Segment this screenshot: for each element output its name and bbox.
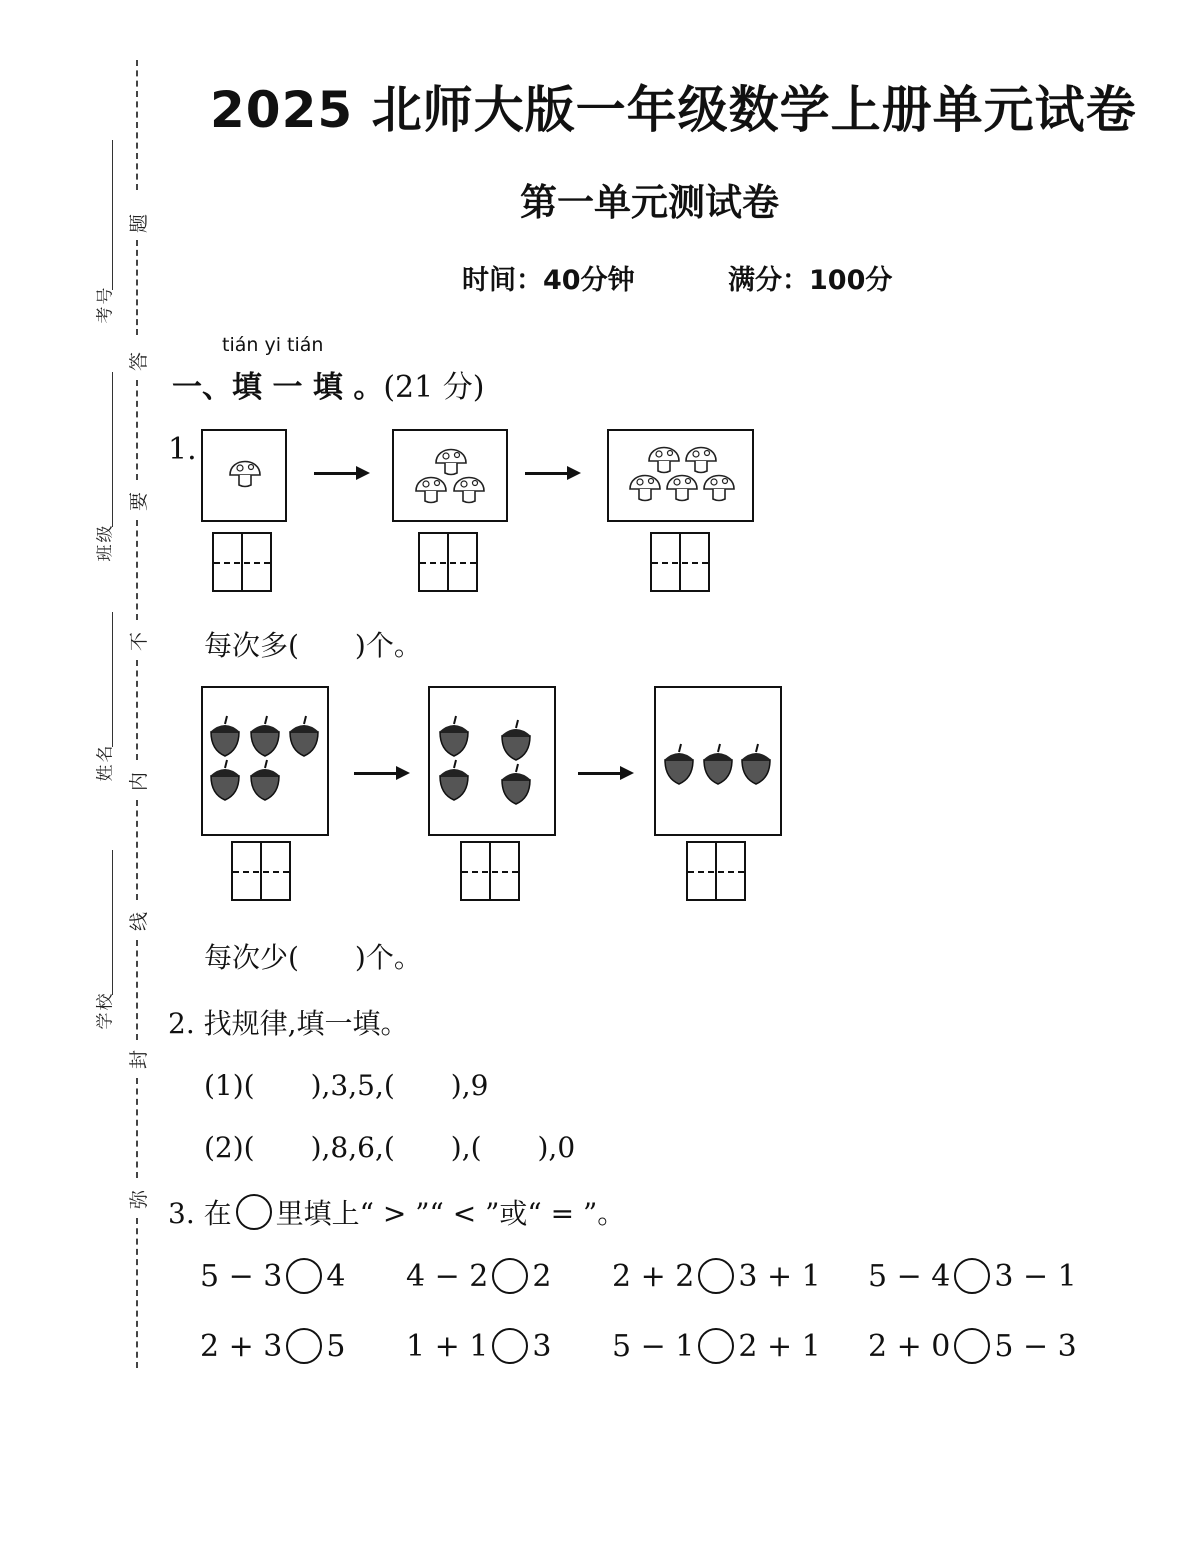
comparison-left: 2 + 3 — [200, 1328, 283, 1364]
section-heading — [172, 362, 484, 406]
comparison-item — [612, 1328, 821, 1364]
question-3-title — [168, 1192, 625, 1232]
more-each-time-sentence[interactable]: 每次多( )个。 — [204, 629, 422, 662]
question-3-prefix: 3. 在 — [168, 1197, 232, 1230]
comparison-right: 2 — [532, 1258, 552, 1294]
acorn-icon — [501, 720, 531, 760]
seal-dash-line — [136, 1218, 138, 1368]
mushroom-box — [392, 429, 508, 522]
acorn-icon — [250, 760, 280, 800]
mushroom-group — [394, 431, 506, 520]
answer-grid-box[interactable] — [212, 532, 272, 592]
acorn-box — [428, 686, 556, 836]
school-underline — [112, 850, 113, 995]
answer-grid-box[interactable] — [418, 532, 478, 592]
comparison-left: 5 − 1 — [612, 1328, 695, 1364]
mushroom-group — [203, 431, 285, 520]
mushroom-icon — [454, 478, 484, 503]
arrow-right-icon — [578, 772, 630, 775]
comparison-circle[interactable] — [286, 1258, 322, 1294]
comparison-item — [868, 1258, 1077, 1294]
acorn-icon — [703, 744, 733, 784]
comparison-right: 3 − 1 — [994, 1258, 1077, 1294]
comparison-right: 3 — [532, 1328, 552, 1364]
comparison-item — [200, 1328, 345, 1364]
acorn-group — [656, 688, 780, 834]
seal-dash-line — [136, 940, 138, 1040]
seal-dash-line — [136, 240, 138, 335]
acorn-icon — [439, 760, 469, 800]
comparison-circle[interactable] — [954, 1328, 990, 1364]
seal-dash-line — [136, 800, 138, 900]
comparison-item — [406, 1258, 551, 1294]
full-score: 满分：100分 — [728, 265, 893, 296]
name-label: 姓名 — [95, 743, 116, 782]
comparison-right: 5 — [326, 1328, 346, 1364]
comparison-circle[interactable] — [698, 1328, 734, 1364]
acorn-icon — [501, 764, 531, 804]
circle-icon — [236, 1194, 272, 1230]
seal-char: 封 — [128, 1049, 151, 1070]
exam-time: 时间：40分钟 — [462, 265, 635, 296]
comparison-left: 4 − 2 — [406, 1258, 489, 1294]
comparison-item — [612, 1258, 821, 1294]
acorn-icon — [741, 744, 771, 784]
exam-number-underline — [112, 140, 113, 290]
page-subtitle: 第一单元测试卷 — [520, 180, 779, 224]
mushroom-icon — [436, 450, 466, 475]
school-label: 学校 — [95, 991, 116, 1030]
comparison-circle[interactable] — [698, 1258, 734, 1294]
pattern-line-1[interactable]: (1)( ),3,5,( ),9 — [204, 1069, 489, 1102]
arrow-right-icon — [525, 472, 577, 475]
name-underline — [112, 612, 113, 747]
mushroom-icon — [704, 476, 734, 501]
exam-number-label: 考号 — [95, 285, 116, 324]
comparison-left: 2 + 0 — [868, 1328, 951, 1364]
question-2-title: 2. 找规律,填一填。 — [168, 1007, 409, 1040]
mushroom-box — [607, 429, 754, 522]
mushroom-icon — [630, 476, 660, 501]
acorn-icon — [289, 716, 319, 756]
seal-char: 弥 — [128, 1189, 151, 1210]
comparison-circle[interactable] — [492, 1328, 528, 1364]
mushroom-icon — [686, 448, 716, 473]
comparison-item — [868, 1328, 1077, 1364]
section-heading-text: 一、填 一 填 。 — [172, 370, 384, 405]
answer-grid-box[interactable] — [231, 841, 291, 901]
comparison-right: 4 — [326, 1258, 346, 1294]
comparison-left: 1 + 1 — [406, 1328, 489, 1364]
seal-dash-line — [136, 520, 138, 620]
mushroom-icon — [416, 478, 446, 503]
section-pinyin: tián yi tián — [222, 334, 324, 356]
seal-char: 不 — [128, 631, 151, 652]
less-each-time-sentence[interactable]: 每次少( )个。 — [204, 941, 422, 974]
comparison-right: 5 − 3 — [994, 1328, 1077, 1364]
pattern-line-2[interactable]: (2)( ),8,6,( ),( ),0 — [204, 1131, 576, 1164]
section-points: (21 分) — [383, 370, 485, 405]
answer-grid-box[interactable] — [686, 841, 746, 901]
arrow-right-icon — [314, 472, 366, 475]
seal-dash-line — [136, 60, 138, 190]
seal-char: 题 — [128, 213, 151, 234]
seal-char: 内 — [128, 771, 151, 792]
comparison-left: 5 − 3 — [200, 1258, 283, 1294]
comparison-circle[interactable] — [492, 1258, 528, 1294]
comparison-right: 3 + 1 — [738, 1258, 821, 1294]
acorn-box — [654, 686, 782, 836]
mushroom-box — [201, 429, 287, 522]
comparison-circle[interactable] — [954, 1258, 990, 1294]
answer-grid-box[interactable] — [650, 532, 710, 592]
seal-char: 线 — [128, 911, 151, 932]
question-number: 1. — [168, 432, 197, 467]
answer-grid-box[interactable] — [460, 841, 520, 901]
acorn-icon — [664, 744, 694, 784]
question-3-suffix: 里填上“ > ”“ < ”或“ = ”。 — [275, 1197, 626, 1230]
comparison-item — [406, 1328, 551, 1364]
comparison-item — [200, 1258, 345, 1294]
acorn-box — [201, 686, 329, 836]
acorn-group — [430, 688, 554, 834]
class-label: 班级 — [95, 523, 116, 562]
acorn-icon — [210, 760, 240, 800]
seal-dash-line — [136, 1078, 138, 1178]
arrow-right-icon — [354, 772, 406, 775]
page-title: 2025 北师大版一年级数学上册单元试卷 — [210, 81, 1137, 139]
mushroom-icon — [667, 476, 697, 501]
acorn-icon — [439, 716, 469, 756]
class-underline — [112, 372, 113, 527]
comparison-left: 2 + 2 — [612, 1258, 695, 1294]
acorn-icon — [210, 716, 240, 756]
comparison-right: 2 + 1 — [738, 1328, 821, 1364]
acorn-icon — [250, 716, 280, 756]
seal-char: 要 — [128, 491, 151, 512]
mushroom-icon — [649, 448, 679, 473]
comparison-left: 5 − 4 — [868, 1258, 951, 1294]
seal-char: 答 — [128, 351, 151, 372]
seal-dash-line — [136, 660, 138, 760]
mushroom-group — [609, 431, 752, 520]
mushroom-icon — [230, 462, 260, 487]
acorn-group — [203, 688, 327, 834]
seal-dash-line — [136, 380, 138, 480]
comparison-circle[interactable] — [286, 1328, 322, 1364]
